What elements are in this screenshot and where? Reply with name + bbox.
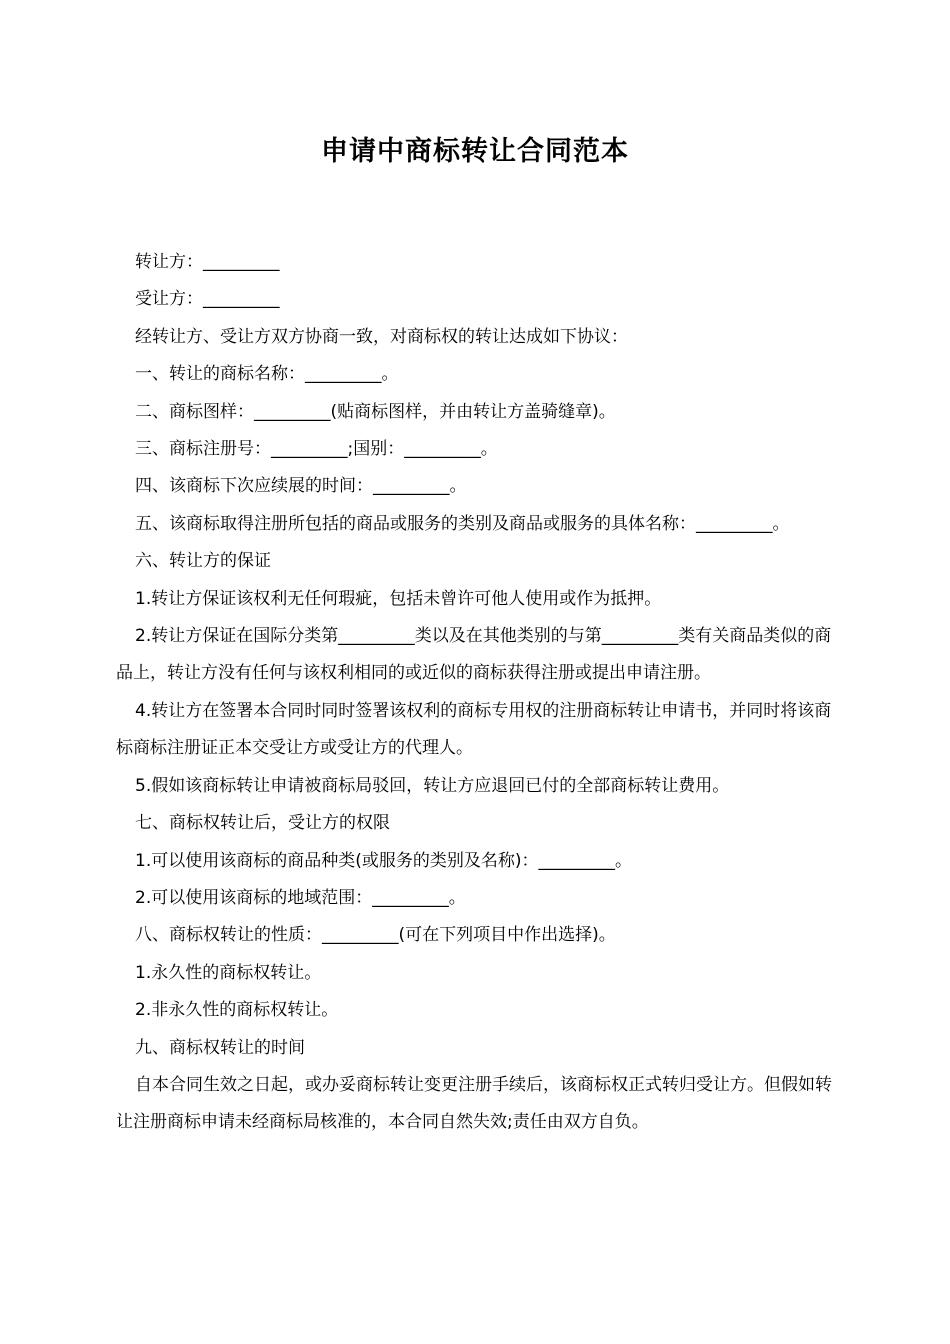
paragraph-clause-9-heading: 九、商标权转让的时间 <box>135 1037 305 1058</box>
paragraph-clause-8-heading: 八、商标权转让的性质：_________(可在下列项目中作出选择)。 <box>135 925 616 946</box>
paragraph-clause-9-body: 自本合同生效之日起，或办妥商标转让变更注册手续后，该商标权正式转归受让方。但假如转让注册商标申请未经商标局核准的，本合同自然失效;责任由双方自负。 <box>116 1074 832 1133</box>
paragraph-clause-7-item-2: 2.可以使用该商标的地域范围：_________。 <box>135 887 466 908</box>
paragraph-clause-5: 五、该商标取得注册所包括的商品或服务的类别及商品或服务的具体名称：_________。 <box>135 513 790 534</box>
paragraph-clause-6-item-4: 4.转让方在签署本合同时同时签署该权利的商标专用权的注册商标转让申请书，并同时将该商标商标注册证正本交受让方或受让方的代理人。 <box>116 700 832 759</box>
paragraph-clause-4: 四、该商标下次应续展的时间：_________。 <box>135 476 467 497</box>
paragraph-clause-7-heading: 七、商标权转让后，受让方的权限 <box>135 813 390 834</box>
paragraph-clause-1: 一、转让的商标名称：_________。 <box>135 364 399 385</box>
paragraph-transferee: 受让方：_________ <box>135 289 280 310</box>
paragraph-clause-7-item-1: 1.可以使用该商标的商品种类(或服务的类别及名称)：_________。 <box>135 850 632 871</box>
paragraph-clause-8-item-1: 1.永久性的商标权转让。 <box>135 962 322 983</box>
paragraph-clause-6-heading: 六、转让方的保证 <box>135 551 271 572</box>
paragraph-clause-6-item-2: 2.转让方保证在国际分类第_________类以及在其他类别的与第_________类有关商品类似的商品上，转让方没有任何与该权利相同的或近似的商标获得注册或提出申请注册。 <box>116 626 832 684</box>
paragraph-clause-2: 二、商标图样：_________(贴商标图样，并由转让方盖骑缝章)。 <box>135 401 616 422</box>
paragraph-clause-3: 三、商标注册号：_________;国别：_________。 <box>135 439 498 460</box>
paragraph-clause-6-item-5: 5.假如该商标转让申请被商标局驳回，转让方应退回已付的全部商标转让费用。 <box>135 775 730 796</box>
document-title: 申请中商标转让合同范本 <box>321 136 629 167</box>
paragraph-transferor: 转让方：_________ <box>135 252 280 272</box>
paragraph-clause-8-item-2: 2.非永久性的商标权转让。 <box>135 1000 339 1021</box>
paragraph-clause-6-item-1: 1.转让方保证该权利无任何瑕疵，包括未曾许可他人使用或作为抵押。 <box>135 588 662 609</box>
document-body <box>116 244 841 1142</box>
paragraph-agreement-intro: 经转让方、受让方双方协商一致，对商标权的转让达成如下协议： <box>135 326 628 347</box>
